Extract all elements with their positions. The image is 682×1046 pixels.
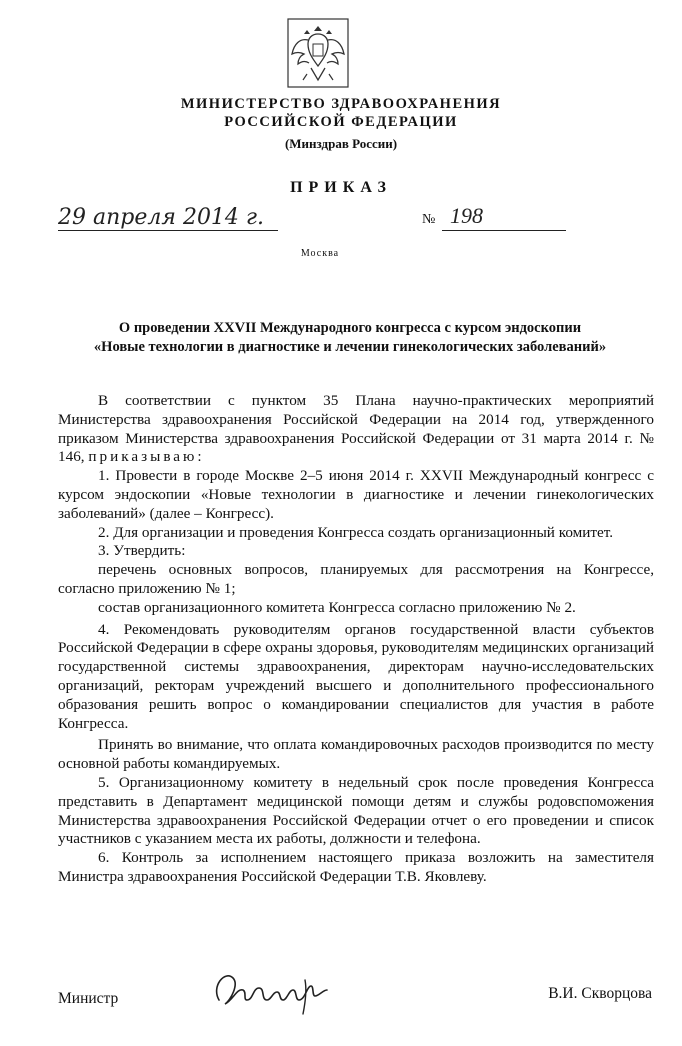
ministry-name-line2: РОССИЙСКОЙ ФЕДЕРАЦИИ [224, 114, 458, 130]
paragraph-6: 6. Контроль за исполнением настоящего приказа возложить на заместителя Министра здравоохранения Российской Федерации Т.В. Яковлеву. [58, 849, 654, 885]
intro-text: В соответствии с пунктом 35 Плана научно-практических мероприятий Министерства здравоохранения Российской Федерации на 2014 год, утвержденного приказом Министерства здравоохранения Российской Федерации от 31 марта 2014 г. № 146, [58, 392, 654, 466]
order-number-label: № [422, 212, 436, 227]
order-number: 198 [450, 203, 483, 228]
paragraph-4a: Принять во внимание, что оплата командировочных расходов производится по месту основной работы командируемых. [58, 736, 654, 773]
order-body [58, 392, 654, 887]
order-title: ПРИКАЗ [290, 179, 392, 196]
paragraph-3: 3. Утвердить: [98, 542, 186, 560]
paragraph-3a: перечень основных вопросов, планируемых для рассмотрения на Конгрессе, согласно приложению № 1; [58, 561, 654, 597]
paragraph-3b: состав организационного комитета Конгресса согласно приложению № 2. [98, 598, 576, 616]
ministry-name-line1: МИНИСТЕРСТВО ЗДРАВООХРАНЕНИЯ [180, 96, 502, 112]
paragraph-2: 2. Для организации и проведения Конгресса создать организационный комитет. [98, 523, 614, 541]
command-word: приказываю: [88, 448, 205, 466]
date-underline [58, 230, 278, 231]
signatory-role: Министр [58, 990, 119, 1007]
subject-line2: «Новые технологии в диагностике и лечении гинекологических заболеваний» [93, 339, 607, 355]
handwritten-signature-icon [205, 960, 365, 1026]
state-emblem-icon [287, 18, 349, 88]
signatory-name: В.И. Скворцова [548, 985, 652, 1002]
paragraph-5: 5. Организационному комитету в недельный срок после проведения Конгресса представить в Департамент медицинской помощи детям и службы родовспоможения Министерства здравоохранения Российской Федерации отчет о его проведении и список участников с указанием места их работы, должности и телефона. [58, 773, 654, 848]
order-city: Москва [300, 248, 340, 259]
ministry-short-name: (Минздрав России) [284, 136, 398, 151]
subject-line1: О проведении XXVII Международного конгресса с курсом эндоскопии [118, 320, 582, 336]
number-underline [442, 230, 566, 231]
order-date: 29 апреля 2014 г. [58, 205, 265, 230]
intro-paragraph [58, 392, 654, 467]
paragraph-4: 4. Рекомендовать руководителям органов государственной власти субъектов Российской Федерации в сфере охраны здоровья, руководителям медицинских организаций государственной системы здравоохранения, директорам научно-исследовательских организаций, ректорам учреждений высшего и дополнительного профессионального образования решить вопрос о командировании специалистов для участия в работе Конгресса. [58, 620, 654, 732]
paragraph-1: 1. Провести в городе Москве 2–5 июня 2014 г. XXVII Международный конгресс с курсом эндоскопии «Новые технологии в диагностике и лечении гинекологических заболеваний» (далее – Конгресс). [58, 467, 654, 522]
